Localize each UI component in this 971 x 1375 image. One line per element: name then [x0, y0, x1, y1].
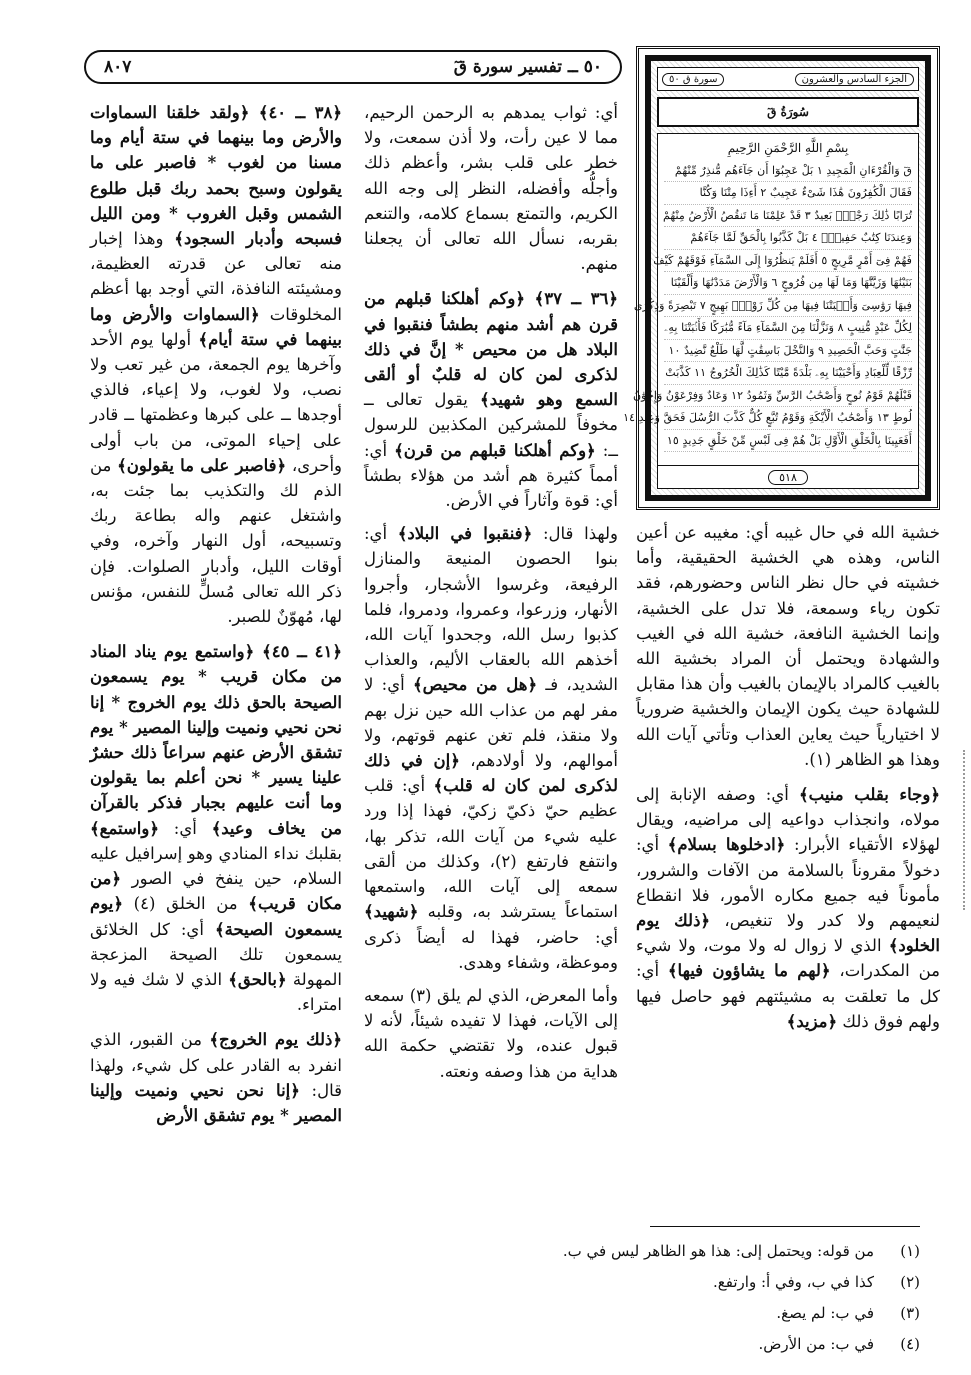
verse-quote: ﴿هل من محيص﴾: [413, 675, 538, 695]
commentary-text: أي: بنوا الحصون المنيعة والمنازل الرفيعة، وغرسوا الأشجار، وأجروا الأنهار، وزرعوا، وعمروا، ودمروا، فلما كذبوا رسل الله، وجحدوا آيات الله، أخذهم الله بالعقاب الأليم، والعذاب الشديد، فـ: [364, 524, 618, 695]
verse-line: قٓ وَالْقُرْءَانِ الْمَجِيدِ ١ بَلْ عَجِبُوٓا أَن جَآءَهُم مُّنذِرٌ مِّنْهُمْ: [664, 160, 912, 183]
commentary-text: بقلبك نداء المنادي وهو إسرافيل عليه السلام، حين ينفخ في الصور: [90, 843, 342, 889]
mushaf-page-number: ٥١٨: [768, 470, 808, 485]
commentary-text: يقول تعالى ــ مخوفاً للمشركين المكذبين للرسول ــ:: [364, 390, 618, 460]
verse-quote: ﴿ذلك يوم الخروج﴾: [209, 1030, 342, 1050]
commentary-text: أي: دخولاً مقروناً بالسلامة من الآفات والشرور، مأموناً فيه جميع مكاره الأمور، فلا انقطاع لنعيمهم ولا كدر ولا تنغيص،: [636, 835, 940, 931]
mushaf-juz-label: الجزء السادس والعشرون: [795, 73, 914, 86]
mushaf-verses: [623, 133, 919, 469]
verse-line: رِّزْقًا لِّلْعِبَادِ وَأَحْيَيْنَا بِهِۦ بَلْدَةً مَّيْتًا كَذَٰلِكَ الْخُرُوجُ ١١ كَذَّبَتْ: [664, 362, 912, 385]
commentary-text: الذي لا زوال له ولا موت، ولا شيء من المكدرات،: [636, 936, 940, 981]
verse-quote: ﴿شهيد﴾: [364, 902, 419, 922]
footnote: [560, 1298, 920, 1329]
paragraph: [90, 100, 342, 629]
paragraph: أي: ثواب يمدهم به الرحمن الرحيم، مما لا عين رأت، ولا أذن سمعت، ولا خطر على قلب بشر، وأعظم ذلك وأجلُّه وأفضله، النظر إلى وجه الله الكريم، والتمتع بسماع كلامه، والتنعم بقربه، نسأل الله تعالى أن يجعلنا منهم.: [364, 103, 618, 274]
verse-quote: ﴿لهم ما يشاؤون فيها﴾: [667, 961, 831, 981]
verse-line: تُرَابًا ذَٰلِكَ رَجْعٌۢ بَعِيدٌ ٣ قَدْ عَلِمْنَا مَا تَنقُصُ الْأَرْضُ مِنْهُمْ: [664, 205, 912, 228]
mushaf-top-bar: [657, 67, 919, 91]
verse-quote: ﴿فاصبر على ما يقولون﴾: [117, 455, 287, 475]
commentary-text: أي: كل الخلائق يسمعون تلك الصيحة المزعجة المهولة: [90, 919, 342, 989]
paragraph: [636, 782, 940, 1034]
verse-quote: ﴿يوم يسمعون الصيحة﴾: [90, 894, 342, 939]
commentary-text: أي: لا مفر لهم من عذاب الله حين نزل بهم ولا منقذ، فلم تغن عنهم قوتهم، ولا أموالهم، ولا أولادهم،: [364, 675, 618, 771]
section-heading: ﴿٣٨ ــ ٤٠﴾ ﴿ولقد خلقنا السماوات والأرض وما بينهما في ستة أيام وما مسنا من لغوب * فاصبر على ما يقولون وسبح بحمد ربك قبل طلوع الشمس وقبل الغروب * ومن الليل فسبحه وأدبار السجود﴾: [90, 103, 342, 249]
page-number: ٨٠٧: [104, 57, 132, 77]
verse-quote: ﴿إنا نحن نحيي ونميت وإلينا المصير * يوم تشقق الأرض: [90, 1080, 342, 1125]
footnotes: [560, 1236, 920, 1360]
commentary-text: من الخلق (٤): [123, 894, 249, 914]
footnote-number: (١): [900, 1242, 920, 1260]
commentary-text: أي: قلب عظيم حيّ ذكيّ زكيّ، فهذا إذا ورد عليه شيء من آيات الله، تذكر بها، وانتفع فارتفع (٢)، وكذلك من ألقى سمعه إلى آيات الله، واستمعها استماعاً يسترشد به، وقلبه: [364, 776, 618, 922]
scan-edge-mark: [963, 750, 969, 910]
footnote-number: (٣): [900, 1304, 920, 1322]
paragraph: [90, 1027, 342, 1128]
verse-line: فَهُمْ فِىٓ أَمْرٍ مَّرِيجٍ ٥ أَفَلَمْ يَنظُرُوٓا إِلَى السَّمَآءِ فَوْقَهُمْ كَيْفَ: [664, 250, 912, 273]
verse-line: بَنَيْنَٰهَا وَزَيَّنَّٰهَا وَمَا لَهَا مِن فُرُوجٍ ٦ وَالْأَرْضَ مَدَدْنَٰهَا وَأَلْقَيْنَا: [664, 272, 912, 295]
verse-line: وَعِندَنَا كِتَٰبٌ حَفِيظٌۢ ٤ بَلْ كَذَّبُوا بِالْحَقِّ لَمَّا جَآءَهُمْ: [664, 227, 912, 250]
verse-quote: ﴿ادخلوها بسلام﴾: [667, 835, 786, 855]
verse-line: قَبْلَهُمْ قَوْمُ نُوحٍ وَأَصْحَٰبُ الرَّسِّ وَثَمُودُ ١٢ وَعَادٌ وَفِرْعَوْنُ وَإِخْوَٰنُ: [664, 385, 912, 408]
paragraph: وأما المعرض، الذي لم يلق (٣) سمعه إلى الآيات، فهذا لا تفيده شيئاً، لأنه لا قبول عنده، ولا تقتضي حكمة الله هداية من هذا وصفه ونعته.: [364, 985, 618, 1081]
verse-quote: ﴿السماوات والأرض وما بينهما في ستة أيام﴾: [90, 304, 342, 349]
verse-quote: ﴿بالحق﴾: [228, 969, 287, 989]
commentary-text: أي: كل ما تعلقت به مشيئتهم فهو حاصل فيها ولهم فوق ذلك: [636, 961, 940, 1031]
footnote-text: في ب: من الأرض.: [758, 1335, 874, 1353]
surah-banner: سُورَةُ قٓ: [657, 97, 919, 127]
commentary-text: أي:: [159, 818, 212, 838]
text-column-right: [636, 520, 940, 1042]
section-heading: ﴿٣٦ ــ ٣٧﴾ ﴿وكم أهلكنا قبلهم من قرن هم أشد منهم بطشاً فنقبوا في البلاد هل من محيص * إنَّ في ذلك لذكرى لمن كان له قلبٌ أو ألقى السمع وهو شهيد﴾: [364, 289, 619, 410]
footnote: [560, 1236, 920, 1267]
section-heading: ﴿٤١ ــ ٤٥﴾ ﴿واستمع يوم يناد المناد من مكان قريب * يوم يسمعون الصيحة بالحق ذلك يوم الخروج * إنا نحن نحيي ونميت وإلينا المصير * يوم تشقق الأرض عنهم سراعاً ذلك حشرٌ علينا يسير * نحن أعلم بما يقولون وما أنت عليهم بجبار فذكر بالقرآن من يخاف وعيد﴾: [90, 642, 342, 838]
footnote-number: (٤): [900, 1335, 920, 1353]
commentary-text: أي: وصفه الإنابة إلى مولاه، وانجذاب دواعيه إلى مراضيه، ويقال لهؤلاء الأتقياء الأبرار:: [636, 785, 940, 855]
mushaf-surah-label: سورة ق ٥٠: [662, 73, 724, 86]
commentary-text: من القبور، الذي انفرد به القادر على كل شيء، ولهذا قال:: [90, 1030, 342, 1100]
verse-line: فِيهَا رَوَٰسِىَ وَأَنۢبَتْنَا فِيهَا مِن كُلِّ زَوْجٍۭ بَهِيجٍ ٧ تَبْصِرَةً وَذِكْرَىٰ: [664, 295, 912, 318]
footnote-text: في ب: لم يصغ.: [776, 1304, 874, 1322]
commentary-text: من الذم لك والتكذيب بما جئت به، واشتغل عنهم واله بطاعة ربك وتسبيحه، أول النهار وآخره، وفي أوقات الليل، وأدبار الصلوات. فإن ذكر الله تعالى مُسلٍّ للنفس، مؤنس لها، مُهوّنٌ للصبر.: [90, 455, 342, 627]
paragraph: [364, 286, 618, 513]
verse-quote: ﴿مزيد﴾: [786, 1011, 838, 1031]
verse-quote: ﴿وكم أهلكنا قبلهم من قرن﴾: [394, 440, 596, 460]
verse-line: فَقَالَ الْكَٰفِرُونَ هَٰذَا شَىْءٌ عَجِيبٌ ٢ أَءِذَا مِتْنَا وَكُنَّا: [664, 182, 912, 205]
paragraph: خشية الله في حال غيبه أي: مغيبه عن أعين الناس، وهذه هي الخشية الحقيقية، وأما خشيته في حال نظر الناس وحضورهم، فقد تكون رياء وسمعة، فلا تدل على الخشية، وإنما الخشية النافعة، خشية الله في الغيب والشهادة ويحتمل أن المراد بخشية الله بالغيب كالمراد بالإيمان بالغيب وأن هذا مقابل للشهادة حيث يكون الإيمان والخشية ضرورياً لا اختيارياً حيث يعاين العذاب وتأتي آيات الله وهذا هو الظاهر (١).: [636, 523, 940, 769]
running-title: ٥٠ ــ تفسير سورة قٓ: [453, 57, 602, 77]
verse-quote: ﴿إن في ذلك لذكرى لمن كان له قلب﴾: [364, 751, 618, 796]
verse-quote: ﴿ذلك يوم الخلود﴾: [636, 911, 940, 956]
verse-quote: ﴿واستمع﴾: [90, 818, 160, 838]
paragraph: [364, 521, 618, 975]
footnote-text: كذا في ب، وفي أ: وارتفع.: [713, 1273, 874, 1291]
verse-line: أَفَعَيِينَا بِالْخَلْقِ الْأَوَّلِ بَلْ هُمْ فِى لَبْسٍ مِّنْ خَلْقٍ جَدِيدٍ ١٥: [664, 430, 912, 453]
mushaf-ornament-border: [623, 55, 931, 501]
verse-quote: ﴿وجاء بقلب منيب﴾: [798, 785, 940, 805]
page-header: [84, 50, 622, 84]
footnote-separator: [650, 1226, 920, 1227]
verse-line: لُوطٍ ١٣ وَأَصْحَٰبُ الْأَيْكَةِ وَقَوْمُ تُبَّعٍ كُلٌّ كَذَّبَ الرُّسُلَ فَحَقَّ وَعِيدِ ١٤: [664, 407, 912, 430]
footnote-text: من قوله: ويحتمل إلى: هذا هو الظاهر ليس في ب.: [562, 1242, 874, 1260]
mushaf-page-frame: [623, 46, 940, 510]
footnote: [560, 1329, 920, 1360]
footnote-number: (٢): [900, 1273, 920, 1291]
text-column-middle: [364, 100, 618, 1092]
verse-quote: ﴿من مكان قريب﴾: [90, 869, 343, 914]
verse-line: لِكُلِّ عَبْدٍ مُّنِيبٍ ٨ وَنَزَّلْنَا مِنَ السَّمَآءِ مَآءً مُّبَٰرَكًا فَأَنۢبَتْنَا بِهِۦ: [664, 317, 912, 340]
mushaf-bottom-bar: [657, 465, 919, 489]
text-column-left: [90, 100, 342, 1136]
commentary-text: الذي لا شك فيه ولا امتراء.: [90, 969, 342, 1015]
paragraph: [90, 639, 342, 1017]
commentary-text: أولها يوم الأحد وآخرها يوم الجمعة، من غير تعب ولا نصب، ولا لغوب، ولا إعياء، فالذي أوجدها ــ على كبرها وعظمتها ــ قادر على إحياء الموتى، من باب أولى وأحرى،: [90, 329, 343, 475]
footnote: [560, 1267, 920, 1298]
commentary-text: ولهذا قال:: [532, 524, 618, 544]
basmala: بِسْمِ اللَّهِ الرَّحْمَنِ الرَّحِيمِ: [727, 141, 849, 155]
verse-line: جَنَّٰتٍ وَحَبَّ الْحَصِيدِ ٩ وَالنَّخْلَ بَاسِقَٰتٍ لَّهَا طَلْعٌ نَّضِيدٌ ١٠: [664, 340, 912, 363]
commentary-text: أي: حاضر، فهذا له أيضاً ذكرى وموعظة، وشفاء وهدى.: [364, 927, 618, 972]
verse-quote: ﴿فنقبوا في البلاد﴾: [397, 524, 533, 544]
commentary-text: وهذا إخبار منه تعالى عن قدرته العظيمة، ومشيئته النافذة، التي أوجد بها أعظم المخلوقات: [90, 229, 342, 324]
commentary-text: أي: أمماً كثيرة هم أشد من هؤلاء بطشاً أي: قوة وآثاراً في الأرض.: [364, 440, 618, 511]
